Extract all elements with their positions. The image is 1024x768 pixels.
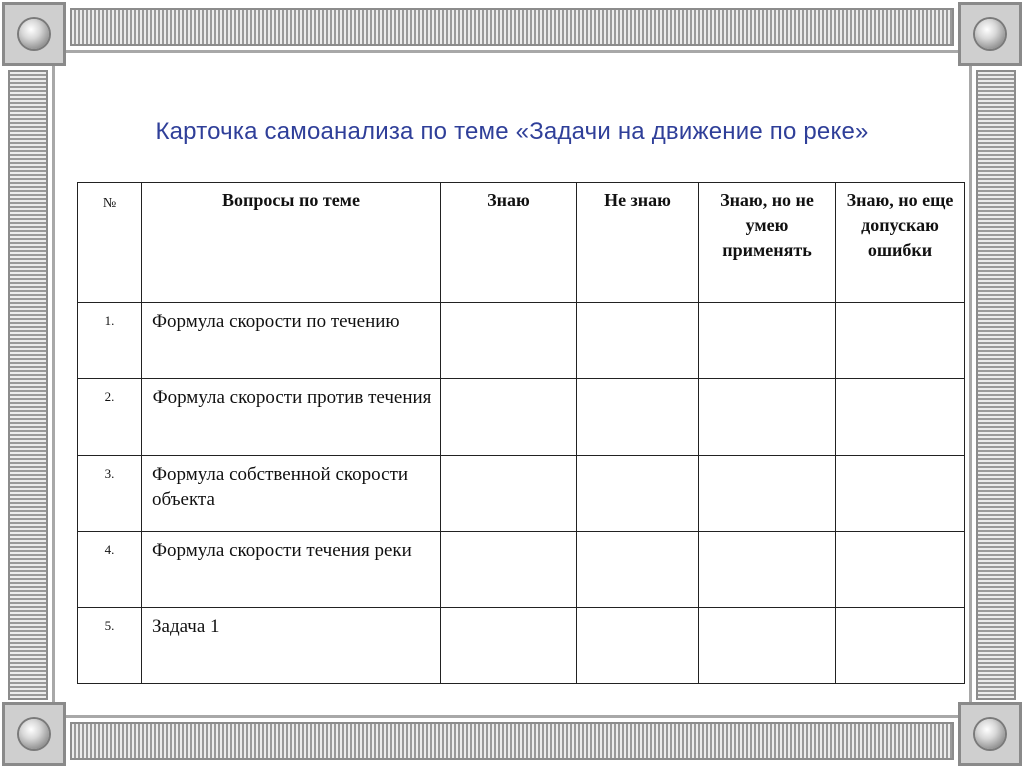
- cell-know-cant-apply[interactable]: [699, 455, 836, 531]
- table-row: [78, 607, 965, 683]
- row-number: 3.: [78, 455, 142, 531]
- knob-icon: [975, 19, 1005, 49]
- row-question: Задача 1: [142, 607, 441, 683]
- knob-icon: [19, 19, 49, 49]
- row-question: Формула скорости против течения: [142, 379, 441, 455]
- row-number: 4.: [78, 531, 142, 607]
- table-header-row: [78, 183, 965, 303]
- frame-top-bar: [70, 8, 954, 46]
- frame-corner-top-left: [2, 2, 66, 66]
- frame-corner-bottom-left: [2, 702, 66, 766]
- cell-know[interactable]: [441, 303, 577, 379]
- frame-left-bar: [8, 70, 48, 700]
- cell-know[interactable]: [441, 531, 577, 607]
- frame-bottom-bar: [70, 722, 954, 760]
- row-number: 1.: [78, 303, 142, 379]
- row-question: Формула скорости по течению: [142, 303, 441, 379]
- cell-know[interactable]: [441, 607, 577, 683]
- header-dont-know: Не знаю: [577, 183, 699, 303]
- table-row: [78, 303, 965, 379]
- cell-know[interactable]: [441, 379, 577, 455]
- frame-corner-bottom-right: [958, 702, 1022, 766]
- cell-know-cant-apply[interactable]: [699, 531, 836, 607]
- self-analysis-table: [77, 182, 965, 684]
- header-know: Знаю: [441, 183, 577, 303]
- cell-know-with-errors[interactable]: [836, 607, 965, 683]
- header-know-cant-apply: Знаю, но не умею применять: [699, 183, 836, 303]
- header-know-with-errors: Знаю, но еще допускаю ошибки: [836, 183, 965, 303]
- frame-right-bar: [976, 70, 1016, 700]
- knob-icon: [19, 719, 49, 749]
- knob-icon: [975, 719, 1005, 749]
- header-question: Вопросы по теме: [142, 183, 441, 303]
- cell-know-with-errors[interactable]: [836, 379, 965, 455]
- cell-know-cant-apply[interactable]: [699, 379, 836, 455]
- cell-know-cant-apply[interactable]: [699, 607, 836, 683]
- table-row: [78, 455, 965, 531]
- cell-know-with-errors[interactable]: [836, 455, 965, 531]
- row-question: Формула скорости течения реки: [142, 531, 441, 607]
- cell-know-with-errors[interactable]: [836, 531, 965, 607]
- table-row: [78, 531, 965, 607]
- cell-dont-know[interactable]: [577, 455, 699, 531]
- cell-dont-know[interactable]: [577, 379, 699, 455]
- frame-corner-top-right: [958, 2, 1022, 66]
- row-number: 2.: [78, 379, 142, 455]
- row-number: 5.: [78, 607, 142, 683]
- cell-dont-know[interactable]: [577, 531, 699, 607]
- header-num: №: [78, 183, 142, 303]
- cell-know[interactable]: [441, 455, 577, 531]
- row-question: Формула собственной скорости объекта: [142, 455, 441, 531]
- cell-dont-know[interactable]: [577, 607, 699, 683]
- table-row: [78, 379, 965, 455]
- page-title: Карточка самоанализа по теме «Задачи на движение по реке»: [155, 118, 869, 145]
- cell-know-cant-apply[interactable]: [699, 303, 836, 379]
- cell-know-with-errors[interactable]: [836, 303, 965, 379]
- cell-dont-know[interactable]: [577, 303, 699, 379]
